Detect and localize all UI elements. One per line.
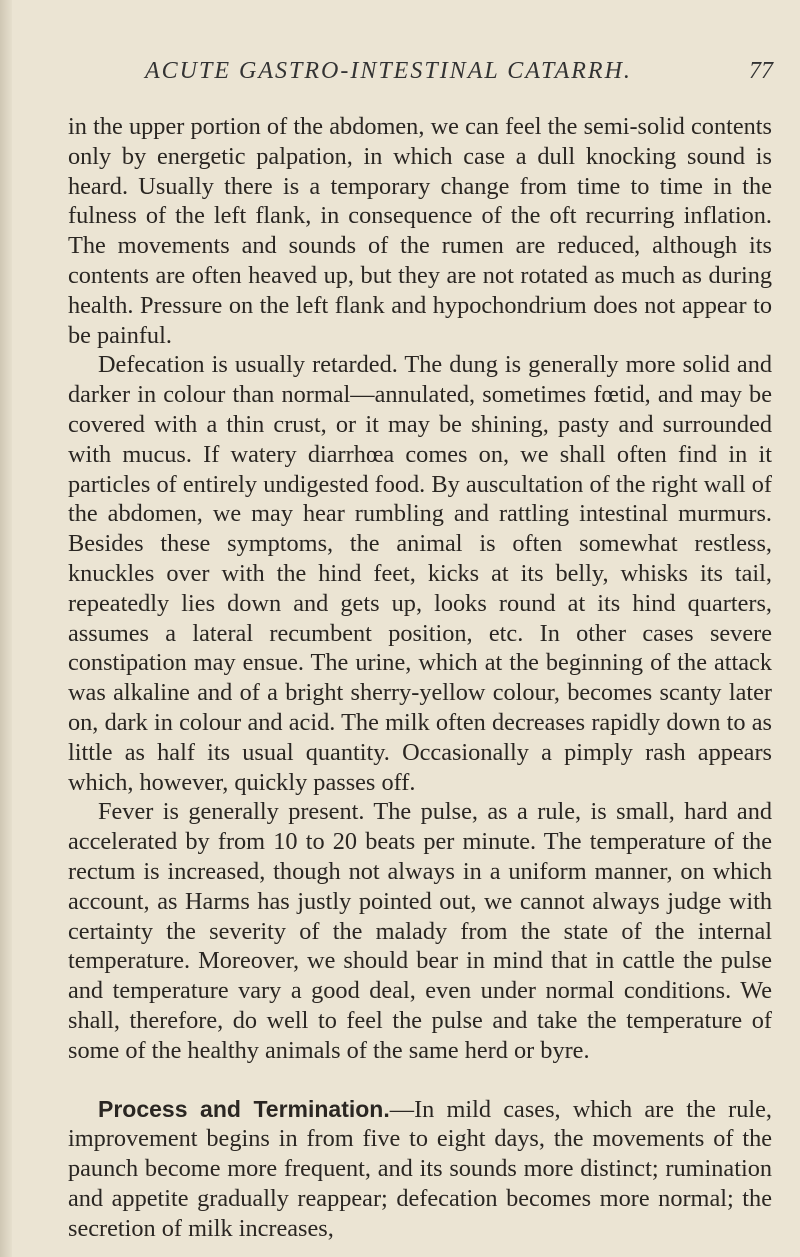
section-heading: Process and Termination. [98,1095,390,1122]
running-title: ACUTE GASTRO-INTESTINAL CATARRH. [145,58,632,84]
body-text [68,112,772,1243]
running-head [145,58,775,94]
paragraph-process-termination [68,1095,772,1244]
page-number: 77 [749,58,773,84]
section-text: —In mild cases, which are the rule, improvement begins in from five to eight days, the movements of the paunch become more frequent, and its sounds more distinct; rumination and appetite gradually reappear; defecation becomes more normal; the secretion of milk increases, [68,1095,773,1242]
paragraph-fever: Fever is generally present. The pulse, as a rule, is small, hard and accelerated by from 10 to 20 beats per minute. The temperature of the rectum is increased, though not always in a uniform manner, on which account, as Harms has justly pointed out, we cannot always judge with certainty the severity of the malady from the state of the internal temperature. Moreover, we should bear in mind that in cattle the pulse and temperature vary a good deal, even under normal conditions. We shall, therefore, do well to feel the pulse and take the temperature of some of the healthy animals of the same herd or byre. [68,798,772,1064]
paragraph-defecation: Defecation is usually retarded. The dung is generally more solid and darker in colour than normal—annulated, sometimes fœtid, and may be covered with a thin crust, or it may be shining, pasty and surrounded with mucus. If watery diarrhœa comes on, we shall often find in it particles of entirely undigested food. By auscultation of the right wall of the abdomen, we may hear rumbling and rattling intestinal murmurs. Besides these symptoms, the animal is often somewhat restless, knuckles over with the hind feet, kicks at its belly, whisks its tail, repeatedly lies down and gets up, looks round at its hind quarters, assumes a lateral recumbent position, etc. In other cases severe constipation may ensue. The urine, which at the beginning of the attack was alkaline and of a bright sherry-yellow colour, becomes scanty later on, dark in colour and acid. The milk often decreases rapidly down to as little as half its usual quantity. Occasionally a pimply rash appears which, however, quickly passes off. [68,351,772,796]
binding-edge [0,0,12,1257]
paragraph-abdomen: in the upper portion of the abdomen, we can feel the semi-solid contents only by energetic palpation, in which case a dull knocking sound is heard. Usually there is a temporary change from time to time in the fulness of the left flank, in consequence of the oft recurring inflation. The movements and sounds of the rumen are reduced, although its contents are often heaved up, but they are not rotated as much as during health. Pressure on the left flank and hypochondrium does not appear to be painful. [68,113,772,349]
